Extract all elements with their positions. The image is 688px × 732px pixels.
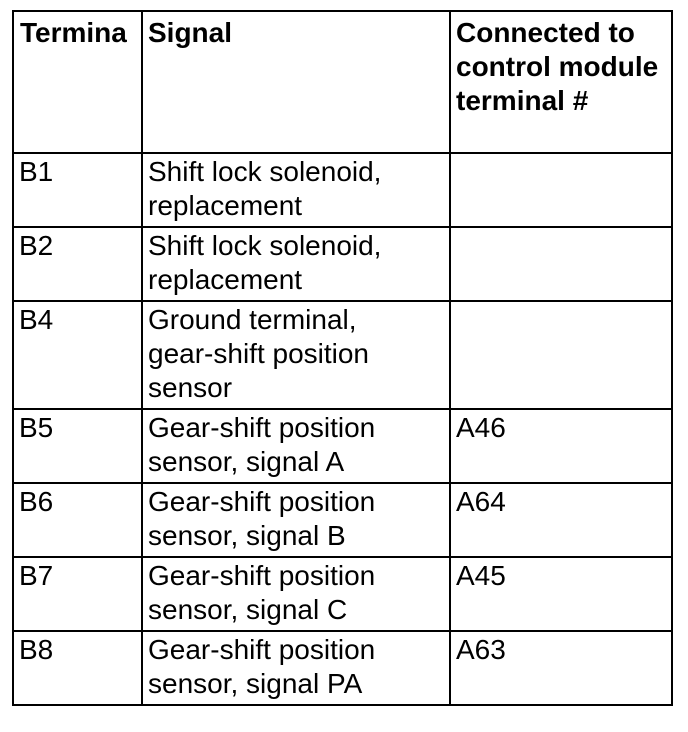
signal-line: Gear-shift position [148, 634, 376, 665]
cell-signal [142, 301, 450, 409]
cell-connected [450, 301, 672, 409]
cell-terminal: B1 [13, 153, 142, 227]
cell-connected: A46 [450, 409, 672, 483]
signal-line: sensor, signal C [148, 594, 348, 625]
signal-line: Gear-shift position [148, 560, 376, 591]
signal-line: Gear-shift position [148, 486, 376, 517]
table-header-row [13, 11, 672, 153]
signal-line: sensor, signal PA [148, 668, 363, 699]
signal-line: sensor, signal B [148, 520, 346, 551]
cell-connected: A64 [450, 483, 672, 557]
cell-connected: A45 [450, 557, 672, 631]
signal-line: gear-shift position [148, 338, 370, 369]
cell-signal [142, 227, 450, 301]
signal-line: replacement [148, 190, 303, 221]
header-signal: Signal [142, 11, 450, 153]
table-row [13, 301, 672, 409]
cell-terminal: B2 [13, 227, 142, 301]
cell-signal [142, 631, 450, 705]
signal-line: Ground terminal, [148, 304, 357, 335]
table-row [13, 631, 672, 705]
table-row [13, 409, 672, 483]
signal-line: Shift lock solenoid, [148, 230, 382, 261]
table-row [13, 227, 672, 301]
cell-connected [450, 227, 672, 301]
cell-terminal: B8 [13, 631, 142, 705]
table-row [13, 153, 672, 227]
signal-line: Gear-shift position [148, 412, 376, 443]
table-row [13, 483, 672, 557]
cell-terminal: B5 [13, 409, 142, 483]
cell-signal [142, 409, 450, 483]
cell-terminal: B6 [13, 483, 142, 557]
signal-line: sensor [148, 372, 233, 403]
cell-signal [142, 153, 450, 227]
terminal-table [12, 10, 673, 706]
cell-terminal: B4 [13, 301, 142, 409]
cell-signal [142, 483, 450, 557]
signal-line: Shift lock solenoid, [148, 156, 382, 187]
cell-connected: A63 [450, 631, 672, 705]
header-connected: Connected to control module terminal # [450, 11, 672, 153]
cell-connected [450, 153, 672, 227]
table-row [13, 557, 672, 631]
signal-line: sensor, signal A [148, 446, 345, 477]
cell-terminal: B7 [13, 557, 142, 631]
cell-signal [142, 557, 450, 631]
header-terminal: Termina [13, 11, 142, 153]
signal-line: replacement [148, 264, 303, 295]
